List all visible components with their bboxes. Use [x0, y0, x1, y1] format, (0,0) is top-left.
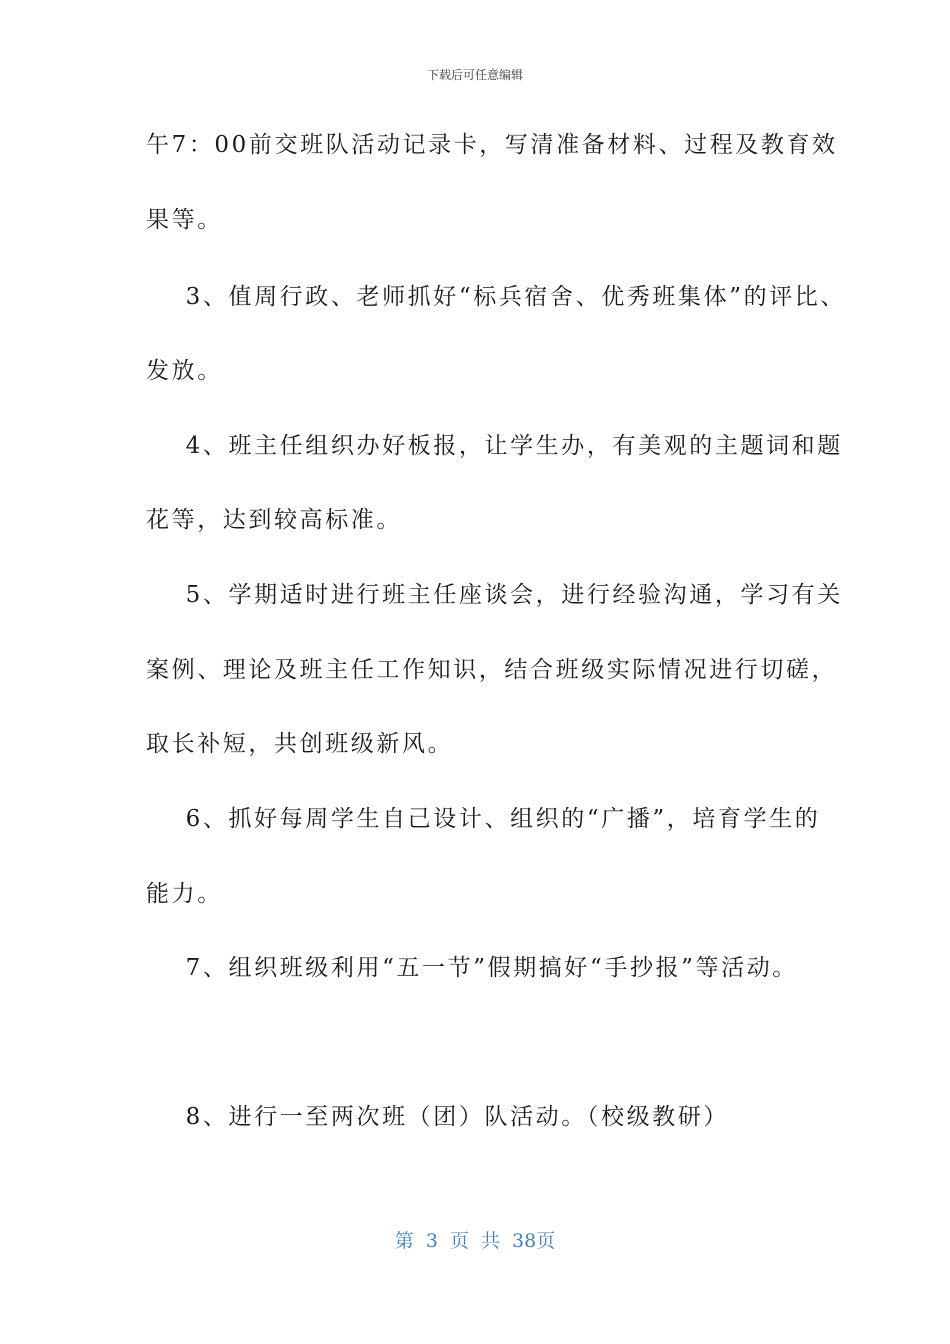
text-line: 4、班主任组织办好板报，让学生办，有美观的主题词和题 [146, 433, 843, 459]
text-line: 能力。 [146, 881, 223, 907]
page-number-footer: 第 3 页 共 38页 [394, 1230, 556, 1252]
text-line: 发放。 [146, 358, 223, 384]
text-line: 6、抓好每周学生自己设计、组织的“广播”，培育学生的 [146, 806, 821, 832]
text-line: 午7：00前交班队活动记录卡，写清准备材料、过程及教育效 [146, 132, 838, 158]
text-line: 花等，达到较高标准。 [146, 507, 402, 533]
text-line: 7、组织班级利用“五一节”假期搞好“手抄报”等活动。 [146, 955, 798, 981]
text-line: 案例、理论及班主任工作知识，结合班级实际情况进行切磋， [146, 657, 838, 683]
text-line: 果等。 [146, 207, 223, 233]
text-line: 3、值周行政、老师抓好“标兵宿舍、优秀班集体”的评比、 [146, 284, 846, 310]
text-line: 取长补短，共创班级新风。 [146, 731, 454, 757]
text-line: 8、进行一至两次班（团）队活动。（校级教研） [146, 1104, 729, 1130]
page-header-note: 下载后可任意编辑 [426, 68, 523, 82]
text-line: 5、学期适时进行班主任座谈会，进行经验沟通，学习有关 [146, 582, 843, 608]
